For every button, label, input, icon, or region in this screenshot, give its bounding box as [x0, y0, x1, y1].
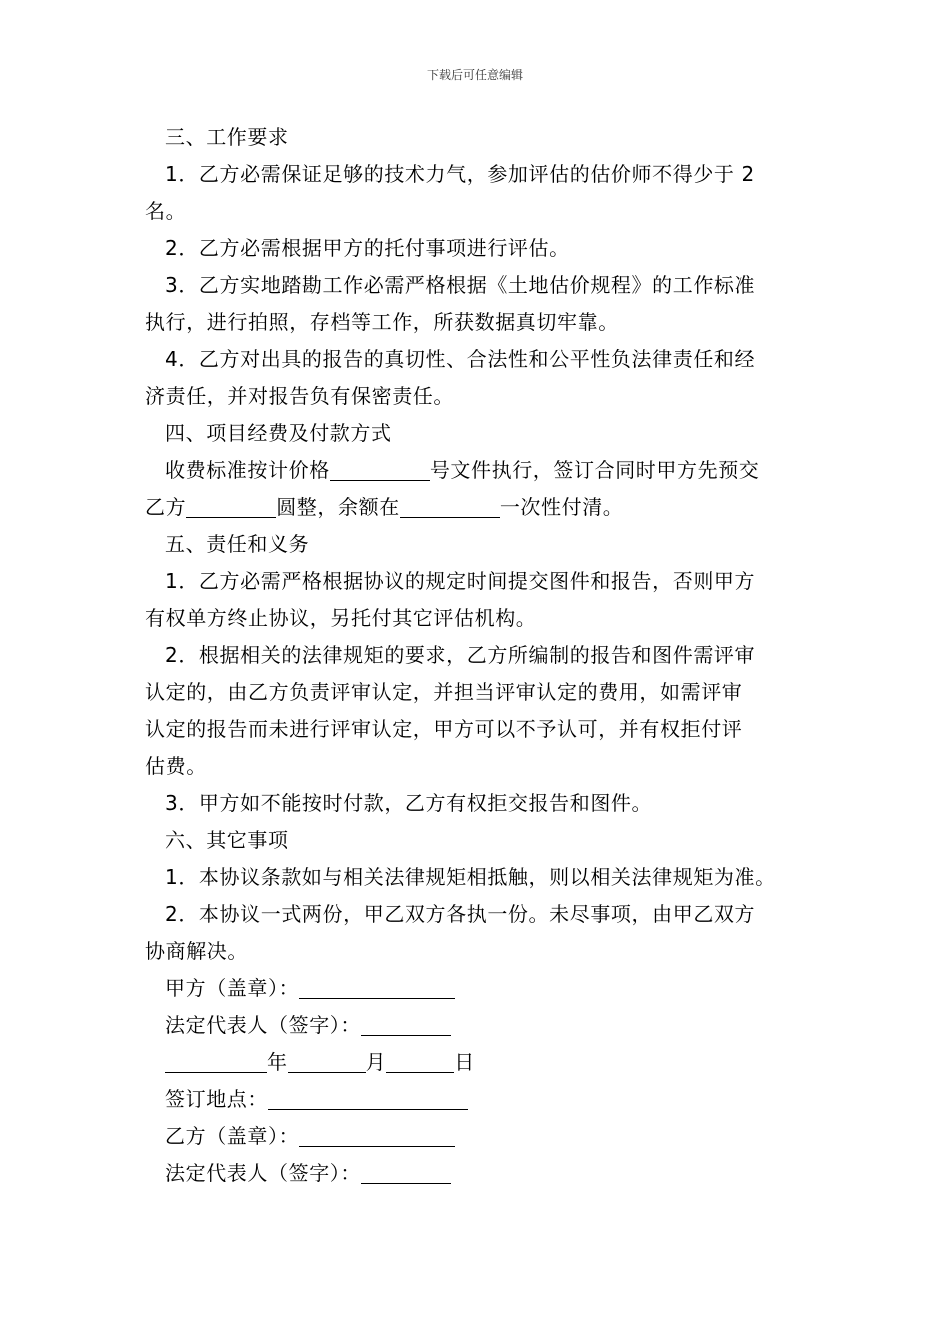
sign-place-blank[interactable]	[268, 1087, 468, 1110]
signature-line-party-b-rep	[145, 1155, 825, 1192]
prepay-prefix: 乙方	[145, 495, 187, 519]
signature-line-party-a-seal	[145, 970, 825, 1007]
signature-line-sign-place	[145, 1081, 825, 1118]
year-label: 年	[267, 1050, 288, 1074]
signature-line-party-a-rep	[145, 1007, 825, 1044]
paragraph-line: 协商解决。	[145, 939, 248, 963]
paragraph-line: 2．本协议一式两份，甲乙双方各执一份。未尽事项，由甲乙双方	[165, 902, 756, 926]
document-body	[145, 119, 825, 1192]
fee-document-number-blank[interactable]	[330, 458, 430, 481]
paragraph-line-prepayment	[145, 489, 825, 526]
paragraph-line: 1．乙方必需严格根据协议的规定时间提交图件和报告，否则甲方	[165, 569, 756, 593]
party-b-seal-blank[interactable]	[299, 1124, 455, 1147]
paragraph-line: 执行，进行拍照，存档等工作，所获数据真切牢靠。	[145, 310, 619, 334]
fee-prefix: 收费标准按计价格	[165, 458, 330, 482]
party-b-seal-label: 乙方（盖章）：	[165, 1124, 300, 1148]
paragraph-line: 3．乙方实地踏勘工作必需严格根据《土地估价规程》的工作标准	[165, 273, 756, 297]
paragraph-line: 1．本协议条款如与相关法律规矩相抵触，则以相关法律规矩为准。	[165, 865, 776, 889]
day-label: 日	[454, 1050, 475, 1074]
prepay-amount-blank[interactable]	[186, 495, 276, 518]
paragraph-line-fee-standard	[145, 452, 825, 489]
party-a-rep-blank[interactable]	[361, 1013, 451, 1036]
signature-line-party-b-seal	[145, 1118, 825, 1155]
paragraph-line: 认定的，由乙方负责评审认定，并担当评审认定的费用，如需评审	[145, 680, 743, 704]
party-a-seal-label: 甲方（盖章）：	[165, 976, 300, 1000]
party-b-rep-blank[interactable]	[361, 1161, 451, 1184]
paragraph-line: 名。	[145, 199, 187, 223]
balance-date-blank[interactable]	[400, 495, 500, 518]
section-heading-other-matters: 六、其它事项	[165, 828, 289, 852]
party-b-rep-label: 法定代表人（签字）：	[165, 1161, 361, 1185]
paragraph-line: 济责任，并对报告负有保密责任。	[145, 384, 454, 408]
paragraph-line: 认定的报告而未进行评审认定，甲方可以不予认可，并有权拒付评	[145, 717, 743, 741]
month-blank[interactable]	[288, 1050, 366, 1073]
section-heading-fees: 四、项目经费及付款方式	[165, 421, 392, 445]
party-a-rep-label: 法定代表人（签字）：	[165, 1013, 361, 1037]
paragraph-line: 2．根据相关的法律规矩的要求，乙方所编制的报告和图件需评审	[165, 643, 756, 667]
prepay-suffix: 一次性付清。	[499, 495, 624, 519]
section-heading-work-requirements: 三、工作要求	[165, 125, 289, 149]
paragraph-line: 4．乙方对出具的报告的真切性、合法性和公平性负法律责任和经	[165, 347, 756, 371]
section-heading-responsibilities: 五、责任和义务	[165, 532, 310, 556]
prepay-middle: 圆整，余额在	[276, 495, 400, 519]
fee-suffix: 号文件执行，签订合同时甲方先预交	[429, 458, 760, 482]
paragraph-line: 3．甲方如不能按时付款，乙方有权拒交报告和图件。	[165, 791, 653, 815]
paragraph-line: 1．乙方必需保证足够的技术力气，参加评估的估价师不得少于 2	[165, 162, 755, 186]
party-a-seal-blank[interactable]	[299, 976, 455, 999]
paragraph-line: 2．乙方必需根据甲方的托付事项进行评估。	[165, 236, 570, 260]
paragraph-line: 估费。	[145, 754, 207, 778]
signature-line-date	[145, 1044, 825, 1081]
header-note: 下载后可任意编辑	[426, 68, 523, 82]
month-label: 月	[365, 1050, 387, 1074]
day-blank[interactable]	[386, 1050, 454, 1073]
paragraph-line: 有权单方终止协议，另托付其它评估机构。	[145, 606, 537, 630]
sign-place-label: 签订地点：	[165, 1087, 268, 1111]
year-blank[interactable]	[165, 1050, 267, 1073]
